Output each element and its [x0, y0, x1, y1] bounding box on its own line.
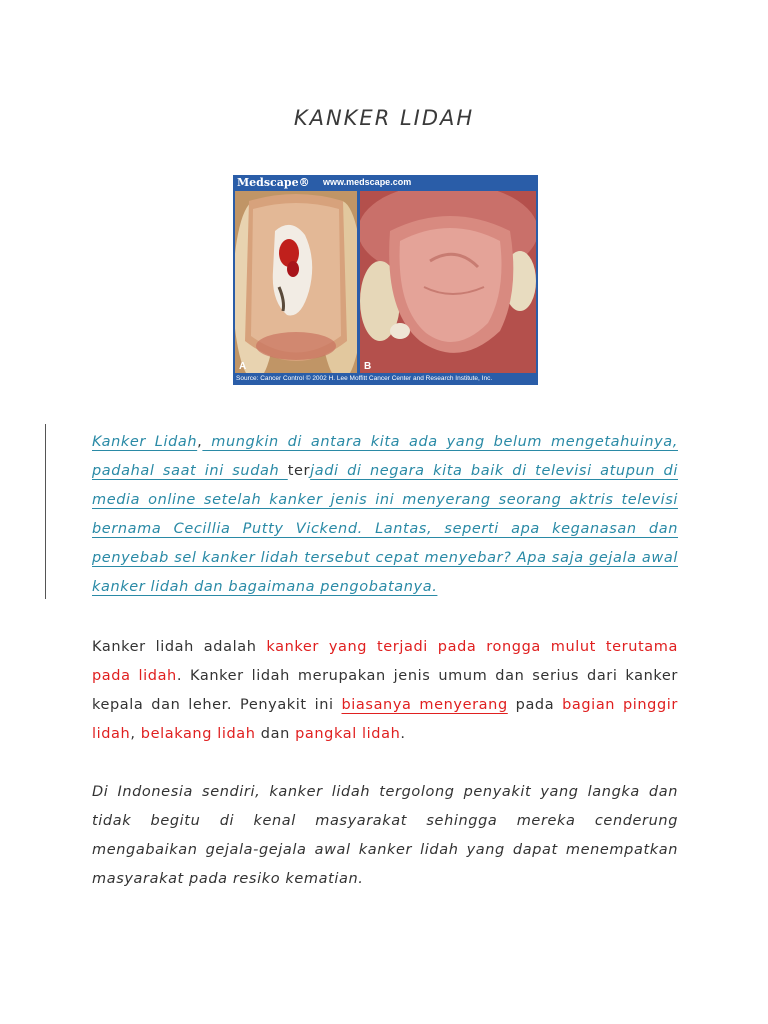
definition-highlight-5: pangkal lidah [295, 726, 401, 742]
figure-header [233, 175, 538, 191]
figure-panel-b [360, 191, 536, 373]
figure-url: www.medscape.com [323, 177, 412, 187]
definition-text-1: Kanker lidah adalah [92, 639, 267, 655]
definition-paragraph [92, 633, 678, 749]
figure-panel-a [235, 191, 357, 373]
definition-text-5: dan [255, 726, 296, 742]
definition-text-2: . Kanker lidah merupakan jenis umum dan serius dari kanker kepala dan leher. Penyakit ini [92, 668, 678, 713]
definition-text-3: pada [507, 697, 563, 713]
definition-text-6: . [400, 726, 406, 742]
figure-label-a: A [239, 361, 247, 372]
definition-highlight-1: kanker yang terjadi pada rongga mulut terutama pada lidah [92, 639, 678, 684]
tongue-photo-a [235, 191, 357, 373]
figure-label-b: B [364, 361, 372, 372]
intro-text-part2: jadi di negara kita baik di televisi atupun di media online setelah kanker jenis ini menyerang seorang aktris televisi bernama Cecillia Putty Vickend. Lantas, seperti apa keganasan dan penyebab sel kanker lidah tersebut cepat menyebar? Apa saja gejala awal kanker lidah dan bagaimana pengobatanya. [92, 463, 678, 595]
tongue-cancer-figure [233, 175, 538, 385]
margin-bar [45, 424, 46, 599]
figure-brand: Medscape® [237, 176, 310, 189]
definition-text-4: , [130, 726, 141, 742]
figure-source-caption: Source: Cancer Control © 2002 H. Lee Moffitt Cancer Center and Research Institute, Inc. [233, 373, 538, 385]
intro-paragraph [92, 428, 678, 602]
definition-highlight-4: belakang lidah [140, 726, 256, 742]
indonesia-paragraph: Di Indonesia sendiri, kanker lidah tergolong penyakit yang langka dan tidak begitu di kenal masyarakat sehingga mereka cenderung mengabaikan gejala-gejala awal kanker lidah yang dapat menempatkan masyarakat pada resiko kematian. [92, 784, 678, 887]
intro-comma: , [197, 434, 203, 450]
page-title: KANKER LIDAH [293, 106, 475, 130]
definition-highlight-3: bagian pinggir lidah [92, 697, 678, 742]
tongue-photo-b [360, 191, 536, 373]
intro-text-ter: ter [287, 463, 311, 479]
intro-link-kanker-lidah[interactable]: Kanker Lidah [92, 434, 198, 450]
intro-text-part1: mungkin di antara kita ada yang belum mengetahuinya, padahal saat ini sudah [92, 434, 678, 479]
definition-highlight-2: biasanya menyerang [341, 697, 508, 713]
